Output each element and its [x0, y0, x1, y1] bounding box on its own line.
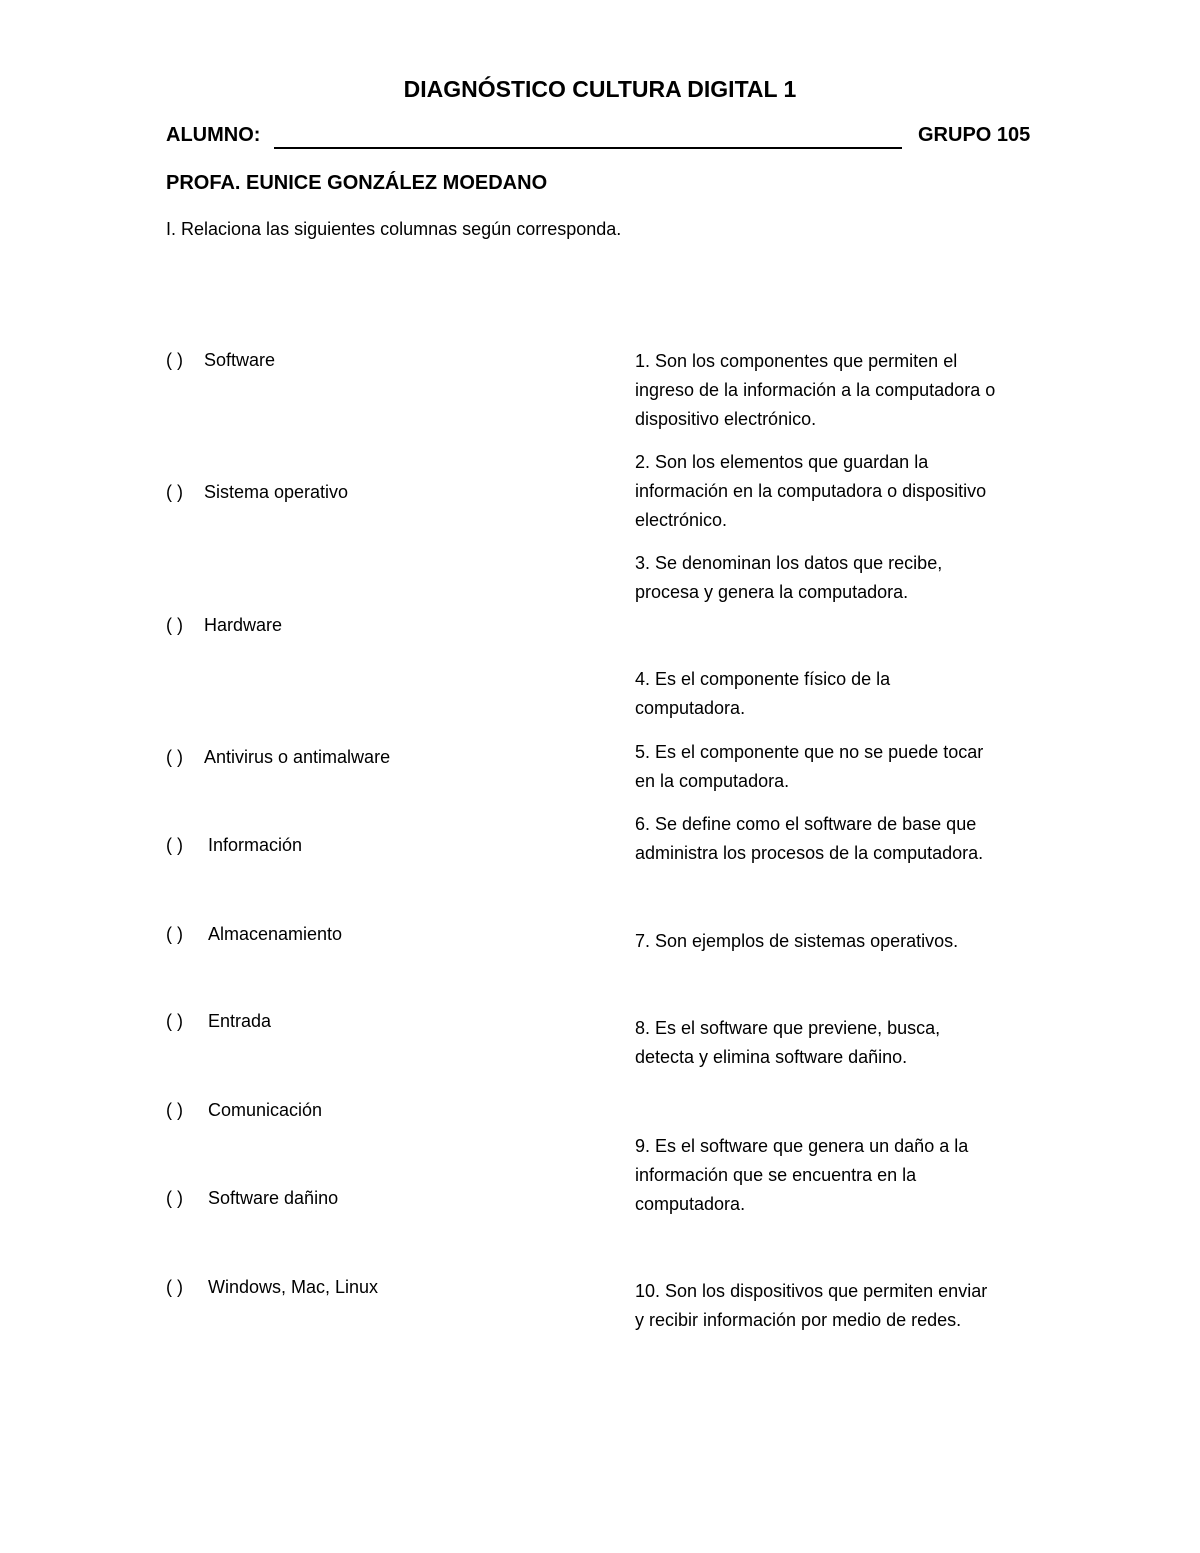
- term-label: Almacenamiento: [208, 924, 343, 944]
- match-item-sistema-operativo[interactable]: [166, 482, 348, 503]
- match-item-informacion[interactable]: [166, 835, 302, 856]
- definition-9: 9. Es el software que genera un daño a la información que se encuentra en la computadora.: [635, 1136, 969, 1214]
- term-label: Sistema operativo: [204, 482, 349, 502]
- match-item-software[interactable]: [166, 350, 275, 371]
- definition-10: 10. Son los dispositivos que permiten enviar y recibir información por medio de redes.: [635, 1281, 988, 1330]
- term-label: Hardware: [204, 615, 283, 635]
- match-item-almacenamiento[interactable]: [166, 924, 342, 945]
- answer-blank[interactable]: ( ): [166, 615, 183, 635]
- term-label: Comunicación: [208, 1100, 323, 1120]
- definition-2: 2. Son los elementos que guardan la información en la computadora o dispositivo electrónico.: [635, 452, 987, 530]
- answer-blank[interactable]: ( ): [166, 747, 183, 767]
- match-item-hardware[interactable]: [166, 615, 282, 636]
- match-item-entrada[interactable]: [166, 1011, 271, 1032]
- term-label: Software dañino: [208, 1188, 339, 1208]
- answer-blank[interactable]: ( ): [166, 1011, 183, 1031]
- term-label: Antivirus o antimalware: [204, 747, 391, 767]
- answer-blank[interactable]: ( ): [166, 835, 183, 855]
- alumno-name-line[interactable]: [274, 147, 902, 149]
- answer-blank[interactable]: ( ): [166, 482, 183, 502]
- answer-blank[interactable]: ( ): [166, 350, 183, 370]
- term-label: Windows, Mac, Linux: [208, 1277, 379, 1297]
- match-item-antivirus[interactable]: [166, 747, 390, 768]
- definition-5: 5. Es el componente que no se puede tocar en la computadora.: [635, 742, 984, 791]
- answer-blank[interactable]: ( ): [166, 1277, 183, 1297]
- match-item-comunicacion[interactable]: [166, 1100, 322, 1121]
- teacher-name: PROFA. EUNICE GONZÁLEZ MOEDANO: [166, 172, 548, 194]
- definition-3: 3. Se denominan los datos que recibe, procesa y genera la computadora.: [635, 553, 943, 602]
- answer-blank[interactable]: ( ): [166, 1100, 183, 1120]
- grupo-label: GRUPO 105: [918, 124, 1031, 146]
- definition-8: 8. Es el software que previene, busca, detecta y elimina software dañino.: [635, 1018, 941, 1067]
- answer-blank[interactable]: ( ): [166, 924, 183, 944]
- match-item-windows-mac-linux[interactable]: [166, 1277, 378, 1298]
- term-label: Software: [204, 350, 276, 370]
- page-title: DIAGNÓSTICO CULTURA DIGITAL 1: [403, 76, 797, 102]
- match-item-software-danino[interactable]: [166, 1188, 338, 1209]
- definition-1: 1. Son los componentes que permiten el ingreso de la información a la computadora o dispositivo electrónico.: [635, 351, 996, 429]
- instruction-text: I. Relaciona las siguientes columnas según corresponda.: [166, 219, 622, 239]
- answer-blank[interactable]: ( ): [166, 1188, 183, 1208]
- term-label: Entrada: [208, 1011, 272, 1031]
- definition-4: 4. Es el componente físico de la computadora.: [635, 669, 891, 718]
- definition-7: 7. Son ejemplos de sistemas operativos.: [635, 931, 959, 951]
- term-label: Información: [208, 835, 303, 855]
- alumno-label: ALUMNO:: [166, 124, 261, 146]
- definition-6: 6. Se define como el software de base que administra los procesos de la computadora.: [635, 814, 984, 863]
